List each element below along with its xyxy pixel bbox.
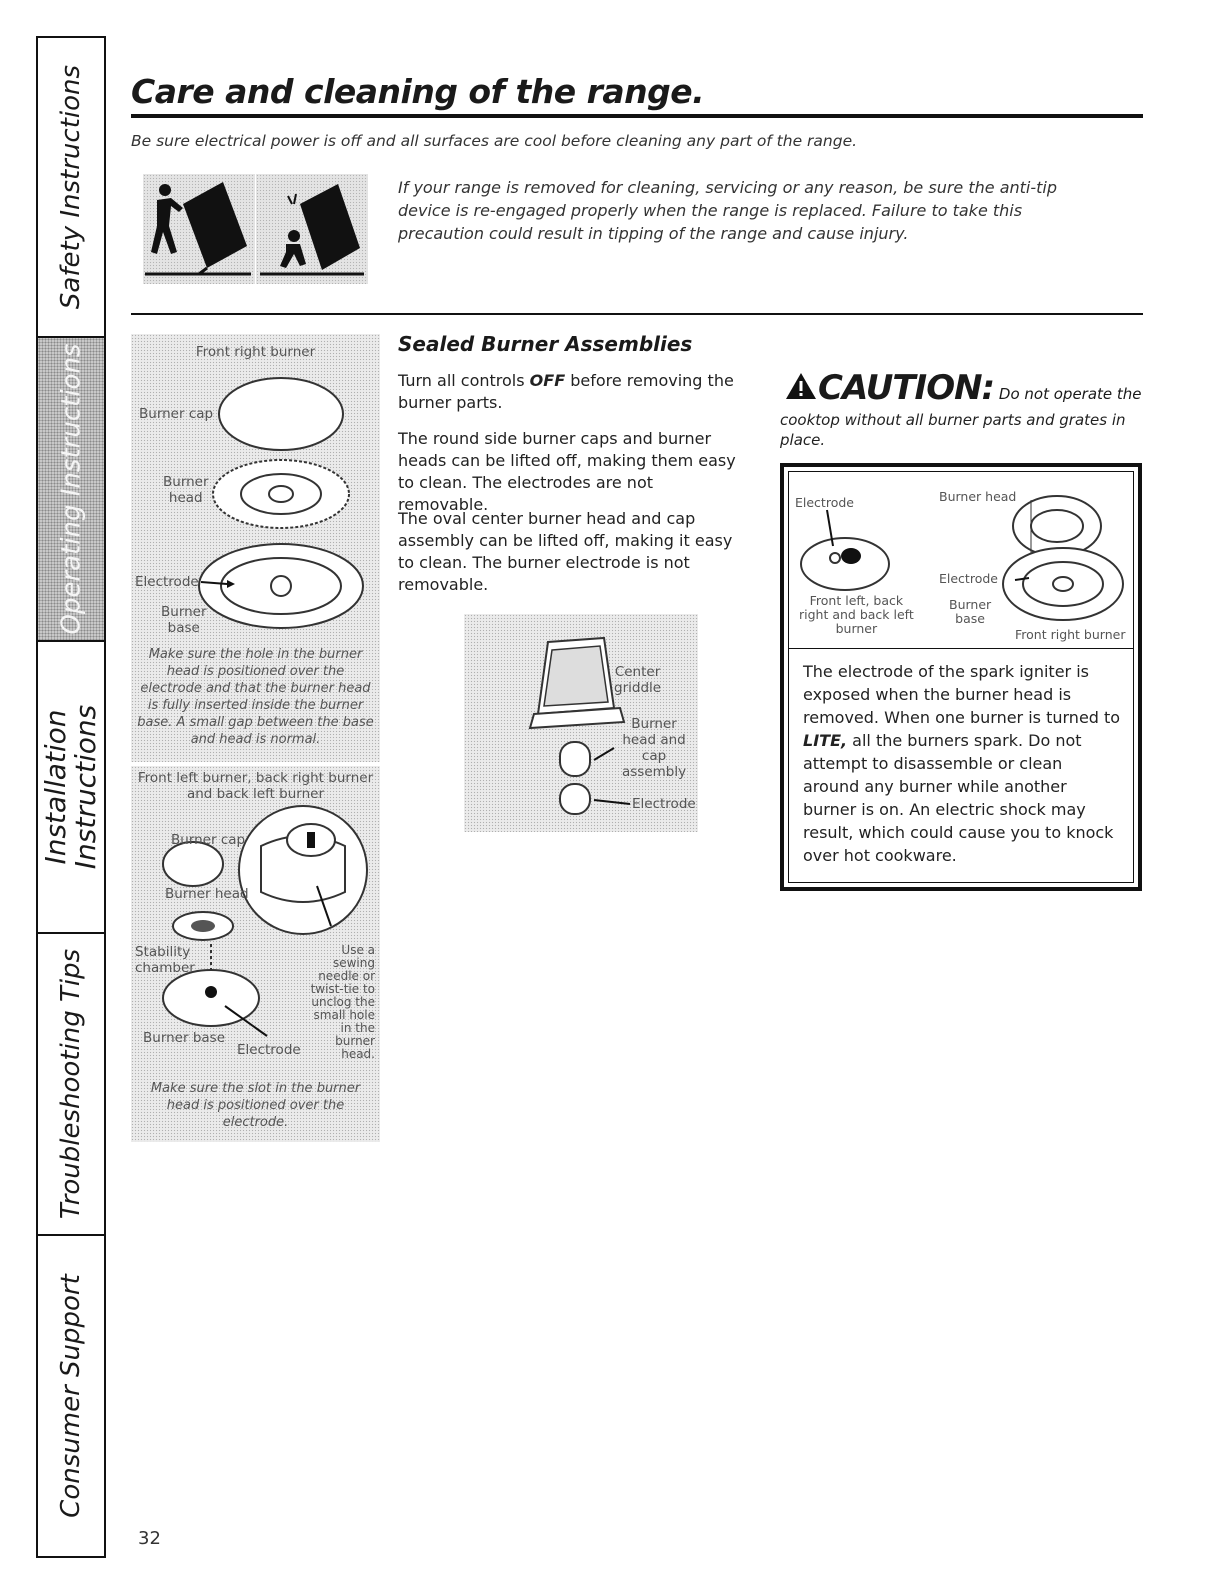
electrode-label: Electrode xyxy=(135,574,199,590)
nav-tab-label: Operating Instructions xyxy=(56,343,87,635)
section-heading: Sealed Burner Assemblies xyxy=(398,332,693,356)
burner-cap-label: Burner cap xyxy=(171,832,246,848)
burner-cap-shape xyxy=(219,378,343,450)
page-title: Care and cleaning of the range. xyxy=(131,72,705,111)
front-right-burner-label: Front right burner xyxy=(1015,627,1126,642)
burner-head-label: Burner head xyxy=(939,489,1017,504)
text-run: The electrode of the spark igniter is exposed when the burner head is removed. When one burner is turned to xyxy=(803,662,1121,727)
diagram-title: Front left burner, back right burner and back left burner xyxy=(137,770,374,802)
nav-tab-label: Troubleshooting Tips xyxy=(56,948,87,1220)
diagram-note: Make sure the hole in the burner head is positioned over the electrode and that the burner head is fully inserted inside the burner base. A small gap between the base and head is normal. xyxy=(137,647,374,747)
paragraph-controls-off xyxy=(398,370,743,414)
caution-heading xyxy=(784,368,1142,408)
section-nav xyxy=(36,36,106,1558)
intro-text: Be sure electrical power is off and all surfaces are cool before cleaning any part of the range. xyxy=(131,132,858,150)
electrode-warning-box xyxy=(780,463,1142,891)
front-left-burner-label: Front left, back right and back left burner xyxy=(799,593,914,636)
nav-tab-label: Safety Instructions xyxy=(56,64,87,310)
front-right-burner-diagram xyxy=(131,334,380,762)
nav-tab-label: Consumer Support xyxy=(56,1274,86,1518)
caution-lead-text: Do not operate the xyxy=(994,385,1142,403)
electrode-label: Electrode xyxy=(632,796,696,812)
paragraph-round-burners: The round side burner caps and burner heads can be lifted off, making them easy to clean. The electrodes are not removable. xyxy=(398,429,736,514)
caution-word: CAUTION: xyxy=(818,368,995,408)
text-run: before removing the burner parts. xyxy=(398,371,734,412)
burner-head-label: Burner head xyxy=(163,474,209,506)
nav-tab-installation[interactable] xyxy=(38,642,104,934)
warning-box-inner xyxy=(788,471,1134,883)
diagram-title: Front right burner xyxy=(195,344,316,360)
nav-tab-troubleshooting[interactable] xyxy=(38,934,104,1236)
burner-cap-label: Burner cap xyxy=(139,406,214,422)
needle-tip-label: Use a sewing needle or twist-tie to unclog the small hole in the burner head. xyxy=(310,943,375,1061)
burner-assembly-label: Burner head and cap assembly xyxy=(622,716,687,780)
burner-base-label: Burner base xyxy=(143,1030,226,1046)
section-divider xyxy=(131,313,1143,315)
burner-base-label: Burner base xyxy=(161,604,207,636)
caution-text: cooktop without all burner parts and grates in place. xyxy=(780,411,1126,449)
warning-triangle-icon xyxy=(784,371,818,401)
emphasis-off: OFF xyxy=(529,371,566,390)
page-number: 32 xyxy=(138,1528,161,1549)
center-griddle-label: Center griddle xyxy=(614,664,662,696)
center-griddle-diagram xyxy=(464,614,698,832)
electrode-left-label: Electrode xyxy=(795,495,854,510)
text-run: all the burners spark. Do not attempt to disassemble or clean around any burner while another burner is on. An electric shock may result, which could cause you to knock over hot cookware. xyxy=(803,731,1114,865)
stability-chamber-label: Stability chamber xyxy=(135,944,195,976)
anti-tip-text: If your range is removed for cleaning, servicing or any reason, be sure the anti-tip device is re-engaged properly when the range is replaced. Failure to take this precaution could result in tipping of the range and cause injury. xyxy=(398,178,1057,243)
spark-igniter-warning xyxy=(803,660,1123,867)
burner-head-label: Burner head xyxy=(165,886,249,902)
side-burners-diagram xyxy=(131,766,380,1142)
electrode-right-label: Electrode xyxy=(939,571,998,586)
nav-tab-label: Installation Instructions xyxy=(39,704,103,870)
anti-tip-child-image xyxy=(256,174,368,284)
tipping-range-child-icon xyxy=(256,174,368,284)
tipping-range-adult-icon xyxy=(143,174,255,284)
nav-tab-safety[interactable] xyxy=(38,38,104,338)
burner-base-label: Burner base xyxy=(949,597,992,626)
diagram-note: Make sure the slot in the burner head is positioned over the electrode. xyxy=(150,1081,361,1130)
text-run: Turn all controls xyxy=(398,371,530,390)
nav-tab-operating[interactable] xyxy=(38,338,104,642)
electrode-diagram xyxy=(789,472,1133,649)
nav-tab-consumer-support[interactable] xyxy=(38,1236,104,1556)
emphasis-lite: LITE, xyxy=(803,731,848,750)
anti-tip-warning-image xyxy=(143,174,255,284)
electrode-label: Electrode xyxy=(237,1042,301,1058)
paragraph-oval-burner: The oval center burner head and cap assembly can be lifted off, making it easy to clean. The burner electrode is not removable. xyxy=(398,509,733,594)
title-divider xyxy=(131,114,1143,118)
